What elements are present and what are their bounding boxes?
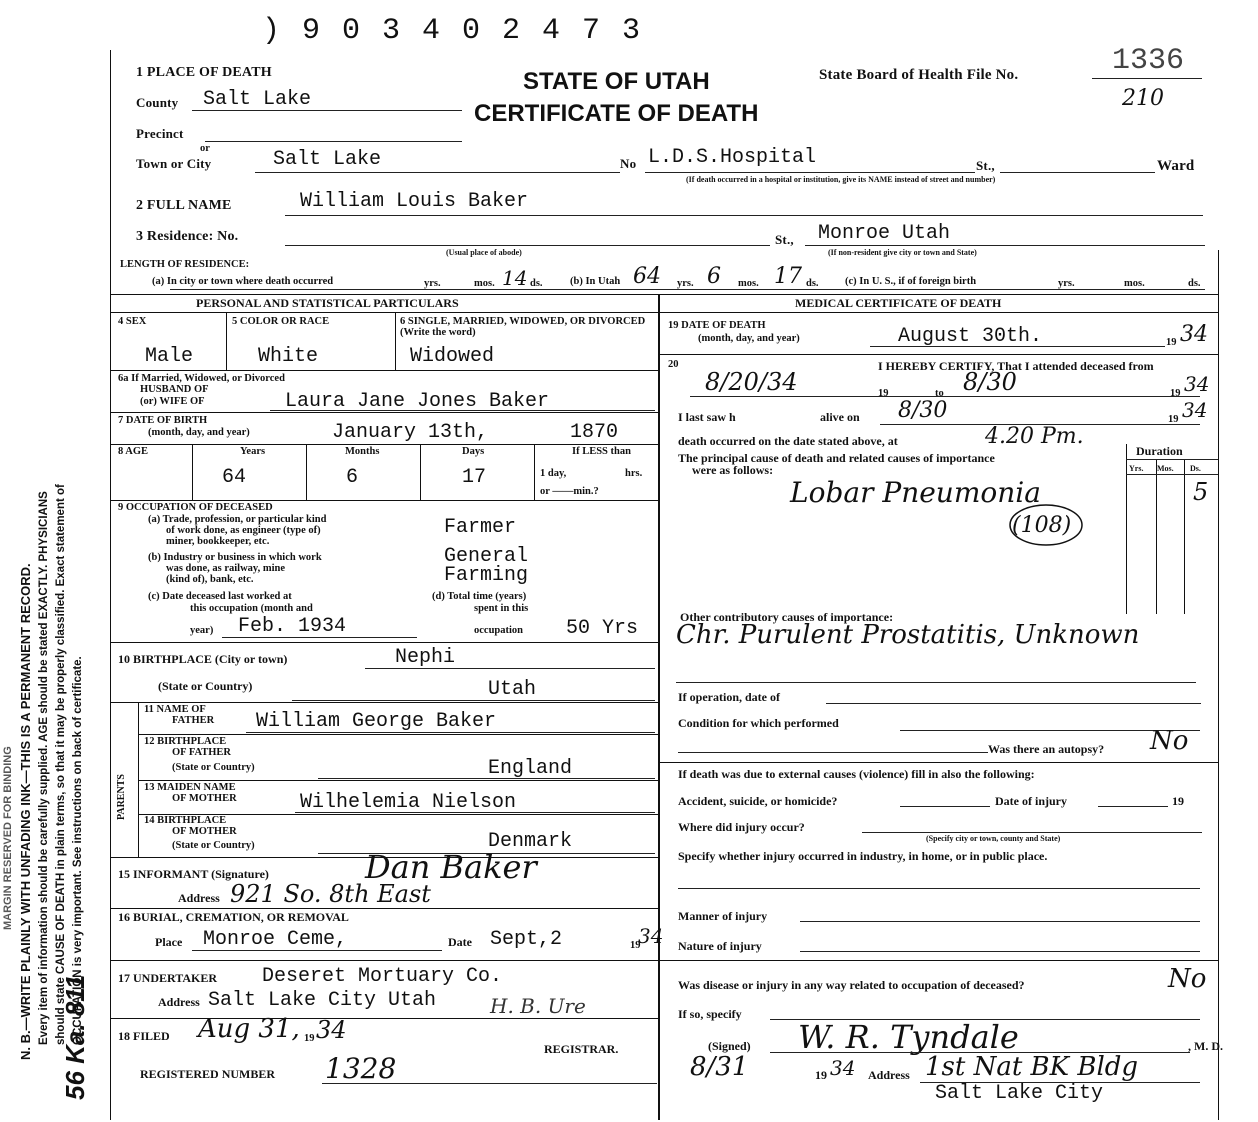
- length-a-mos: 14: [502, 266, 528, 290]
- occ-b-value-2: Farming: [444, 564, 529, 587]
- undertaker-name: Deseret Mortuary Co.: [262, 965, 503, 988]
- attend-to: 8/30: [963, 368, 1017, 396]
- margin-line1: N. B.—WRITE PLAINLY WITH UNFADING INK—THIS IS A PERMANENT RECORD.: [18, 563, 33, 1060]
- spouse-value: Laura Jane Jones Baker: [285, 390, 550, 413]
- margin-note: 56 Ka. 811: [60, 974, 90, 1100]
- date-injury-label: Date of injury: [995, 794, 1067, 808]
- or-label: or: [200, 143, 210, 154]
- external-causes-label: If death was due to external causes (violence) fill in also the following:: [678, 767, 1035, 781]
- length-b-label: (b) In Utah: [570, 276, 621, 287]
- age-months: 6: [346, 466, 359, 489]
- physician-city: Salt Lake City: [935, 1082, 1104, 1105]
- sign-year: 34: [830, 1056, 856, 1080]
- burial-place: Monroe Ceme,: [203, 928, 348, 951]
- certificate-title: CERTIFICATE OF DEATH: [474, 100, 759, 127]
- attend-from: 8/20/34: [705, 368, 798, 396]
- color-value: White: [258, 345, 319, 368]
- informant-address-label: Address: [178, 891, 220, 905]
- father-value: William George Baker: [256, 710, 497, 733]
- physician-address-label: Address: [868, 1068, 910, 1082]
- birthplace-label: 10 BIRTHPLACE (City or town): [118, 652, 288, 666]
- signed-label: (Signed): [708, 1039, 751, 1053]
- length-a-yrs: yrs.: [424, 278, 441, 289]
- age-one-day: 1 day,: [540, 468, 567, 479]
- dod-label-1: 19 DATE OF DEATH: [668, 320, 766, 331]
- birthplace-city: Nephi: [395, 646, 456, 669]
- dod-value: August 30th.: [898, 325, 1043, 348]
- marital-value: Widowed: [410, 345, 495, 368]
- fbirth-label-3: (State or Country): [172, 762, 255, 773]
- age-months-label: Months: [345, 446, 380, 457]
- occ-c-value: Feb. 1934: [238, 615, 347, 638]
- dob-value: January 13th,: [332, 421, 489, 444]
- occupation-disease-value: No: [1168, 964, 1207, 994]
- date-signed: 8/31: [690, 1052, 749, 1082]
- cause-code: (108): [1012, 513, 1072, 538]
- fbirth-value: England: [488, 757, 573, 780]
- occ-c-3: year): [190, 625, 214, 636]
- manner-injury-label: Manner of injury: [678, 909, 768, 923]
- color-label: 5 COLOR OR RACE: [232, 316, 330, 327]
- sign-year-prefix: 19: [815, 1068, 827, 1082]
- last-saw-label: I last saw h: [678, 410, 736, 424]
- file-number: 1336: [1112, 44, 1185, 78]
- county-value: Salt Lake: [203, 88, 312, 111]
- burial-date-label: Date: [448, 935, 472, 949]
- hospital-value: L.D.S.Hospital: [648, 146, 817, 169]
- margin-instructions: [0, 0, 110, 1122]
- attend-year-prefix-1: 19: [878, 388, 889, 399]
- father-label-1: 11 NAME OF: [144, 704, 206, 715]
- nature-injury-label: Nature of injury: [678, 939, 762, 953]
- length-b-ds-label: ds.: [806, 278, 819, 289]
- spouse-label-3: (or) WIFE OF: [140, 396, 205, 407]
- age-label: 8 AGE: [118, 446, 149, 457]
- margin-top-text: MARGIN RESERVED FOR BINDING: [2, 746, 14, 930]
- marital-label: 6 SINGLE, MARRIED, WIDOWED, OR DIVORCED (Write the word): [400, 316, 646, 338]
- undertaker-signature: H. B. Ure: [490, 994, 586, 1018]
- undertaker-address: Salt Lake City Utah: [208, 989, 437, 1012]
- occ-d-1: (d) Total time (years): [432, 591, 527, 602]
- mbirth-label-1: 14 BIRTHPLACE: [144, 815, 227, 826]
- cause-code-circle: [1006, 500, 1086, 550]
- occ-a-1: (a) Trade, profession, or particular kind: [148, 514, 327, 525]
- birthplace-state-label: (State or Country): [158, 679, 253, 693]
- dob-label-1: 7 DATE OF BIRTH: [118, 415, 208, 426]
- length-c-yrs: yrs.: [1058, 278, 1075, 289]
- age-if-less: If LESS than: [572, 446, 631, 457]
- cert-number: 20: [668, 359, 679, 370]
- length-b-mos: 6: [707, 264, 721, 289]
- occ-d-3: occupation: [474, 625, 524, 636]
- file-label: State Board of Health File No.: [819, 67, 1019, 83]
- mother-label-2: OF MOTHER: [172, 793, 237, 804]
- mbirth-label-3: (State or Country): [172, 840, 255, 851]
- autopsy-value: No: [1150, 726, 1189, 756]
- alive-on-label: alive on: [820, 410, 860, 424]
- undertaker-label: 17 UNDERTAKER: [118, 971, 218, 985]
- residence-value: Monroe Utah: [818, 222, 951, 245]
- margin-line4: OCCUPATION is very important. See instructions on back of certificate.: [72, 656, 84, 1045]
- operation-label: If operation, date of: [678, 690, 780, 704]
- place-heading: 1 PLACE OF DEATH: [136, 65, 272, 80]
- dob-year: 1870: [570, 421, 619, 444]
- burial-year-prefix: 19: [630, 940, 641, 951]
- file-number-2: 210: [1122, 86, 1164, 111]
- county-label: County: [136, 95, 179, 110]
- mother-value: Wilhelemia Nielson: [300, 791, 517, 814]
- alive-date: 8/30: [898, 398, 948, 423]
- town-value: Salt Lake: [273, 148, 382, 171]
- md-label: , M. D.: [1188, 1039, 1223, 1053]
- death-time: 4.20 Pm.: [985, 424, 1084, 449]
- physician-signature: W. R. Tyndale: [798, 1018, 1019, 1056]
- length-a-label: (a) In city or town where death occurred: [152, 276, 334, 287]
- duration-label: Duration: [1136, 444, 1183, 458]
- spouse-label-2: HUSBAND OF: [140, 384, 209, 395]
- where-injury-label: Where did injury occur?: [678, 820, 805, 834]
- other-causes: Chr. Purulent Prostatitis, Unknown: [676, 620, 1140, 650]
- occ-b-1: (b) Industry or business in which work: [148, 552, 322, 563]
- informant-address: 921 So. 8th East: [230, 880, 431, 908]
- date-injury-year: 19: [1172, 794, 1184, 808]
- informant-signature: Dan Baker: [365, 848, 537, 886]
- other-causes-label: Other contributory causes of importance:: [680, 610, 894, 624]
- cause-duration-days: 5: [1193, 478, 1209, 506]
- fbirth-label-2: OF FATHER: [172, 747, 232, 758]
- where-injury-note: (Specify city or town, county and State): [926, 834, 1061, 843]
- registered-number-label: REGISTERED NUMBER: [140, 1067, 276, 1081]
- cause-of-death: Lobar Pneumonia: [790, 476, 1041, 509]
- length-c-label: (c) In U. S., if of foreign birth: [845, 276, 977, 287]
- autopsy-label: Was there an autopsy?: [988, 742, 1105, 756]
- certify-text: I HEREBY CERTIFY, That I attended deceased from: [878, 359, 1154, 373]
- registered-number: 1328: [325, 1052, 397, 1085]
- condition-label: Condition for which performed: [678, 716, 839, 730]
- accident-label: Accident, suicide, or homicide?: [678, 794, 838, 808]
- burial-date: Sept,2: [490, 928, 563, 951]
- residence-note1: (Usual place of abode): [446, 248, 522, 257]
- occ-b-value-1: General: [444, 545, 529, 568]
- certificate-serial: ) 9 0 3 4 0 2 4 7 3: [262, 14, 643, 48]
- age-days: 17: [462, 466, 487, 489]
- sex-value: Male: [145, 345, 194, 368]
- burial-place-label: Place: [155, 935, 183, 949]
- attend-year-prefix-2: 19: [1170, 388, 1181, 399]
- registrar-label: REGISTRAR.: [544, 1042, 619, 1056]
- mother-label-1: 13 MAIDEN NAME: [144, 782, 236, 793]
- filed-value: Aug 31,: [198, 1014, 300, 1044]
- occ-a-value: Farmer: [444, 516, 517, 539]
- duration-yrs: Yrs.: [1129, 464, 1144, 473]
- state-title: STATE OF UTAH: [523, 68, 710, 95]
- occ-b-2: was done, as railway, mine: [166, 563, 286, 574]
- mbirth-label-2: OF MOTHER: [172, 826, 237, 837]
- death-occurred-label: death occurred on the date stated above, at: [678, 434, 898, 448]
- town-label: Town or City: [136, 156, 212, 171]
- mbirth-value: Denmark: [488, 830, 573, 853]
- occ-b-3: (kind of), bank, etc.: [166, 574, 254, 585]
- occupation-disease-label: Was disease or injury in any way related to occupation of deceased?: [678, 978, 1025, 992]
- length-b-yrs-label: yrs.: [677, 278, 694, 289]
- residence-st-label: St.,: [775, 232, 794, 247]
- residence-note2: (If non-resident give city or town and State): [828, 248, 977, 257]
- parents-side-label: PARENTS: [116, 774, 127, 820]
- attend-to-label: to: [935, 388, 944, 399]
- undertaker-address-label: Address: [158, 995, 200, 1009]
- precinct-label: Precinct: [136, 126, 184, 141]
- length-b-mos-label: mos.: [738, 278, 759, 289]
- attend-year: 34: [1184, 372, 1210, 396]
- medical-heading: MEDICAL CERTIFICATE OF DEATH: [795, 296, 1002, 310]
- age-or-min: or ——min.?: [540, 486, 599, 497]
- alive-year: 34: [1182, 398, 1208, 422]
- occ-d-2: spent in this: [474, 603, 529, 614]
- father-label-2: FATHER: [172, 715, 215, 726]
- filed-year-prefix: 19: [304, 1033, 315, 1044]
- no-label: No: [620, 156, 637, 171]
- full-name-label: 2 FULL NAME: [136, 198, 232, 213]
- alive-year-prefix: 19: [1168, 414, 1179, 425]
- age-years: 64: [222, 466, 247, 489]
- full-name-value: William Louis Baker: [300, 190, 529, 213]
- duration-mos: Mos.: [1157, 464, 1174, 473]
- occupation-heading: 9 OCCUPATION OF DECEASED: [118, 502, 273, 513]
- residence-label: 3 Residence: No.: [136, 229, 239, 244]
- occ-a-2: of work done, as engineer (type of): [166, 525, 321, 536]
- length-c-ds: ds.: [1188, 278, 1201, 289]
- occ-c-1: (c) Date deceased last worked at: [148, 591, 292, 602]
- fbirth-label-1: 12 BIRTHPLACE: [144, 736, 227, 747]
- personal-heading: PERSONAL AND STATISTICAL PARTICULARS: [196, 296, 459, 310]
- street-label: St.,: [976, 158, 995, 173]
- length-a-ds: ds.: [530, 278, 543, 289]
- length-b-yrs: 64: [633, 264, 661, 289]
- birthplace-state: Utah: [488, 678, 537, 701]
- hospital-note: (If death occurred in a hospital or institution, give its NAME instead of street and number): [686, 175, 996, 184]
- specify-injury-label: Specify whether injury occurred in industry, in home, or in public place.: [678, 849, 1048, 863]
- if-so-label: If so, specify: [678, 1007, 742, 1021]
- length-heading: LENGTH OF RESIDENCE:: [120, 259, 250, 270]
- dod-label-2: (month, day, and year): [698, 333, 800, 344]
- dod-year: 34: [1180, 322, 1208, 347]
- burial-label: 16 BURIAL, CREMATION, OR REMOVAL: [118, 910, 349, 924]
- age-years-label: Years: [240, 446, 266, 457]
- occ-d-value: 50 Yrs: [566, 617, 639, 640]
- occ-c-2: this occupation (month and: [190, 603, 313, 614]
- principal-cause-2: were as follows:: [692, 463, 774, 477]
- length-b-ds: 17: [774, 264, 802, 289]
- principal-cause-1: The principal cause of death and related causes of importance: [678, 451, 995, 465]
- spouse-label-1: 6a If Married, Widowed, or Divorced: [118, 373, 285, 384]
- filed-label: 18 FILED: [118, 1029, 170, 1043]
- margin-line2: Every item of information should be carefully supplied. AGE should be stated EXACTLY. PHYSICIANS: [38, 491, 50, 1045]
- burial-year: 34: [638, 924, 664, 948]
- age-days-label: Days: [462, 446, 485, 457]
- informant-label: 15 INFORMANT (Signature): [118, 867, 269, 881]
- physician-address: 1st Nat BK Bldg: [925, 1052, 1139, 1082]
- dob-label-2: (month, day, and year): [148, 427, 250, 438]
- occ-a-3: miner, bookkeeper, etc.: [166, 536, 270, 547]
- ward-label: Ward: [1157, 158, 1195, 174]
- margin-line3: should state CAUSE OF DEATH in plain terms, so that it may be properly classified. Exact statement of: [55, 484, 67, 1045]
- duration-ds: Ds.: [1190, 464, 1201, 473]
- age-hrs: hrs.: [625, 468, 643, 479]
- sex-label: 4 SEX: [118, 316, 147, 327]
- length-c-mos: mos.: [1124, 278, 1145, 289]
- filed-year: 34: [316, 1016, 347, 1044]
- dod-year-prefix: 19: [1166, 337, 1177, 348]
- length-a-mos-label: mos.: [474, 278, 495, 289]
